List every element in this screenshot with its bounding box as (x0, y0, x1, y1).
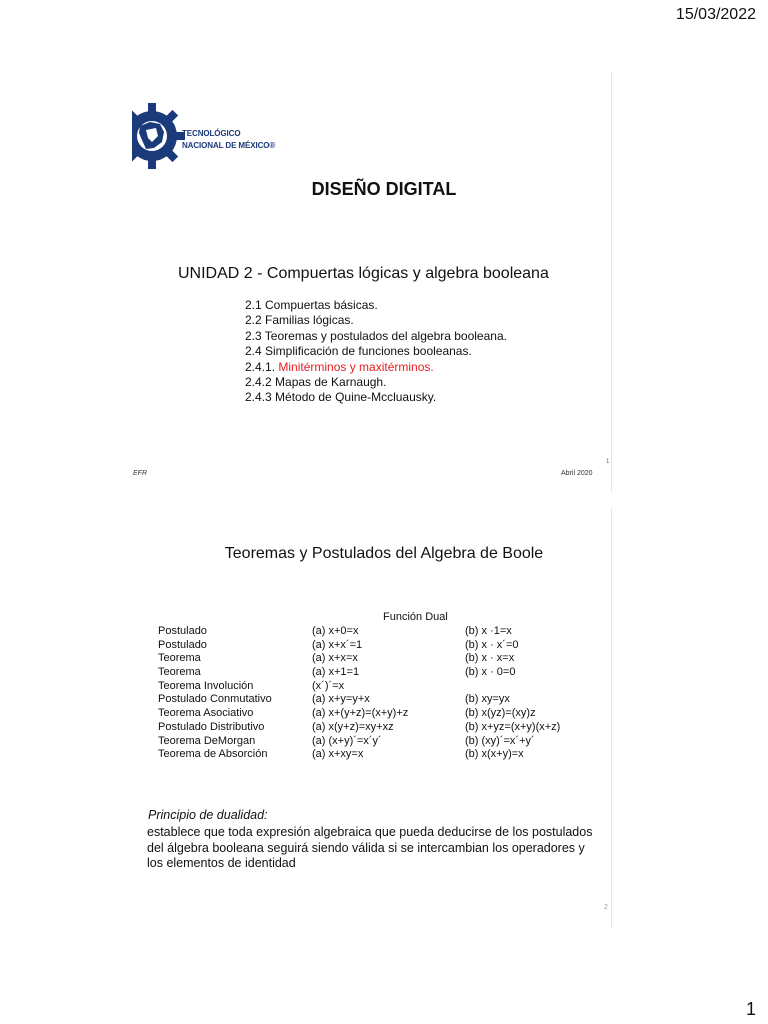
unit-title: UNIDAD 2 - Compuertas lógicas y algebra booleana (178, 265, 549, 282)
topic-item: 2.4 Simplificación de funciones booleanas. (245, 344, 472, 359)
row-expression-a: (a) (x+y)´=x´y´ (312, 734, 382, 747)
row-name: Teorema Involución (158, 679, 254, 692)
logo-wordmark (182, 128, 275, 152)
row-expression-a: (a) x+xy=x (312, 748, 364, 761)
topic-item: 2.4.3 Método de Quine-Mccluausky. (245, 390, 437, 405)
row-expression-a: (a) x+y=y+x (312, 693, 370, 706)
row-name: Teorema de Absorción (158, 748, 268, 761)
row-name: Postulado (158, 638, 207, 651)
duality-principle-title: Principio de dualidad: (148, 808, 268, 822)
row-expression-a: (a) x+1=1 (312, 666, 360, 679)
row-expression-a: (a) x+x=x (312, 652, 358, 665)
slide-1-number: 1 (606, 459, 610, 465)
principle-line: establece que toda expresión algebraica que pueda deducirse de los postulados (147, 825, 593, 839)
row-expression-b: (b) x ·1=x (465, 625, 512, 637)
principle-line: del álgebra booleana seguirá siendo válida si se intercambian los operadores y (147, 840, 585, 855)
slide-1-footer-date: Abril 2020 (561, 470, 593, 477)
page-date: 15/03/2022 (675, 6, 756, 23)
row-name: Postulado (158, 625, 207, 637)
row-expression-a: (a) x(y+z)=xy+xz (312, 720, 394, 733)
row-name: Postulado Conmutativo (158, 693, 272, 706)
row-expression-a: (x´)´=x (312, 679, 345, 692)
row-expression-b: (b) x · x´=0 (465, 638, 519, 651)
row-name: Teorema Asociativo (158, 707, 254, 720)
row-name: Postulado Distributivo (158, 720, 265, 733)
page-number: 1 (745, 999, 756, 1019)
topic-highlight: Minitérminos y maxitérminos. (278, 359, 434, 374)
slide-1-title: DISEÑO DIGITAL (311, 179, 457, 199)
row-expression-b: (b) x · x=x (465, 652, 515, 665)
row-expression-b: (b) x+yz=(x+y)(x+z) (465, 720, 561, 733)
row-expression-b: (b) x(x+y)=x (465, 748, 524, 761)
slide-2-number: 2 (604, 904, 608, 911)
row-name: Teorema (158, 666, 201, 679)
principle-line: los elementos de identidad (147, 856, 296, 870)
duality-principle-body (147, 825, 617, 872)
topic-item: 2.2 Familias lógicas. (245, 313, 354, 328)
topic-item: 2.1 Compuertas básicas. (245, 298, 378, 312)
topic-prefix: 2.4.1. (245, 359, 279, 374)
topic-item-highlighted (245, 360, 507, 375)
row-expression-a: (a) x+(y+z)=(x+y)+z (312, 707, 409, 720)
slide-1-footer-author: EFR (133, 470, 147, 477)
row-name: Teorema (158, 652, 201, 665)
topic-item: 2.4.2 Mapas de Karnaugh. (245, 375, 387, 390)
row-expression-b: (b) xy=yx (465, 693, 510, 706)
row-name: Teorema DeMorgan (158, 734, 256, 747)
logo-line-2: NACIONAL DE MÉXICO® (182, 141, 276, 150)
dual-function-header: Función Dual (383, 611, 448, 623)
logo-line-1: TECNOLÓGICO (182, 129, 241, 138)
row-expression-b: (b) x · 0=0 (465, 666, 516, 679)
row-expression-b: (b) x(yz)=(xy)z (465, 707, 536, 720)
slide-2-title: Teoremas y Postulados del Algebra de Boole (224, 545, 544, 562)
topic-list (245, 298, 507, 406)
row-expression-a: (a) x+x´=1 (312, 638, 363, 651)
row-expression-b: (b) (xy)´=x´+y´ (465, 734, 535, 747)
row-expression-a: (a) x+0=x (312, 625, 359, 637)
topic-item: 2.3 Teoremas y postulados del algebra booleana. (245, 328, 507, 343)
